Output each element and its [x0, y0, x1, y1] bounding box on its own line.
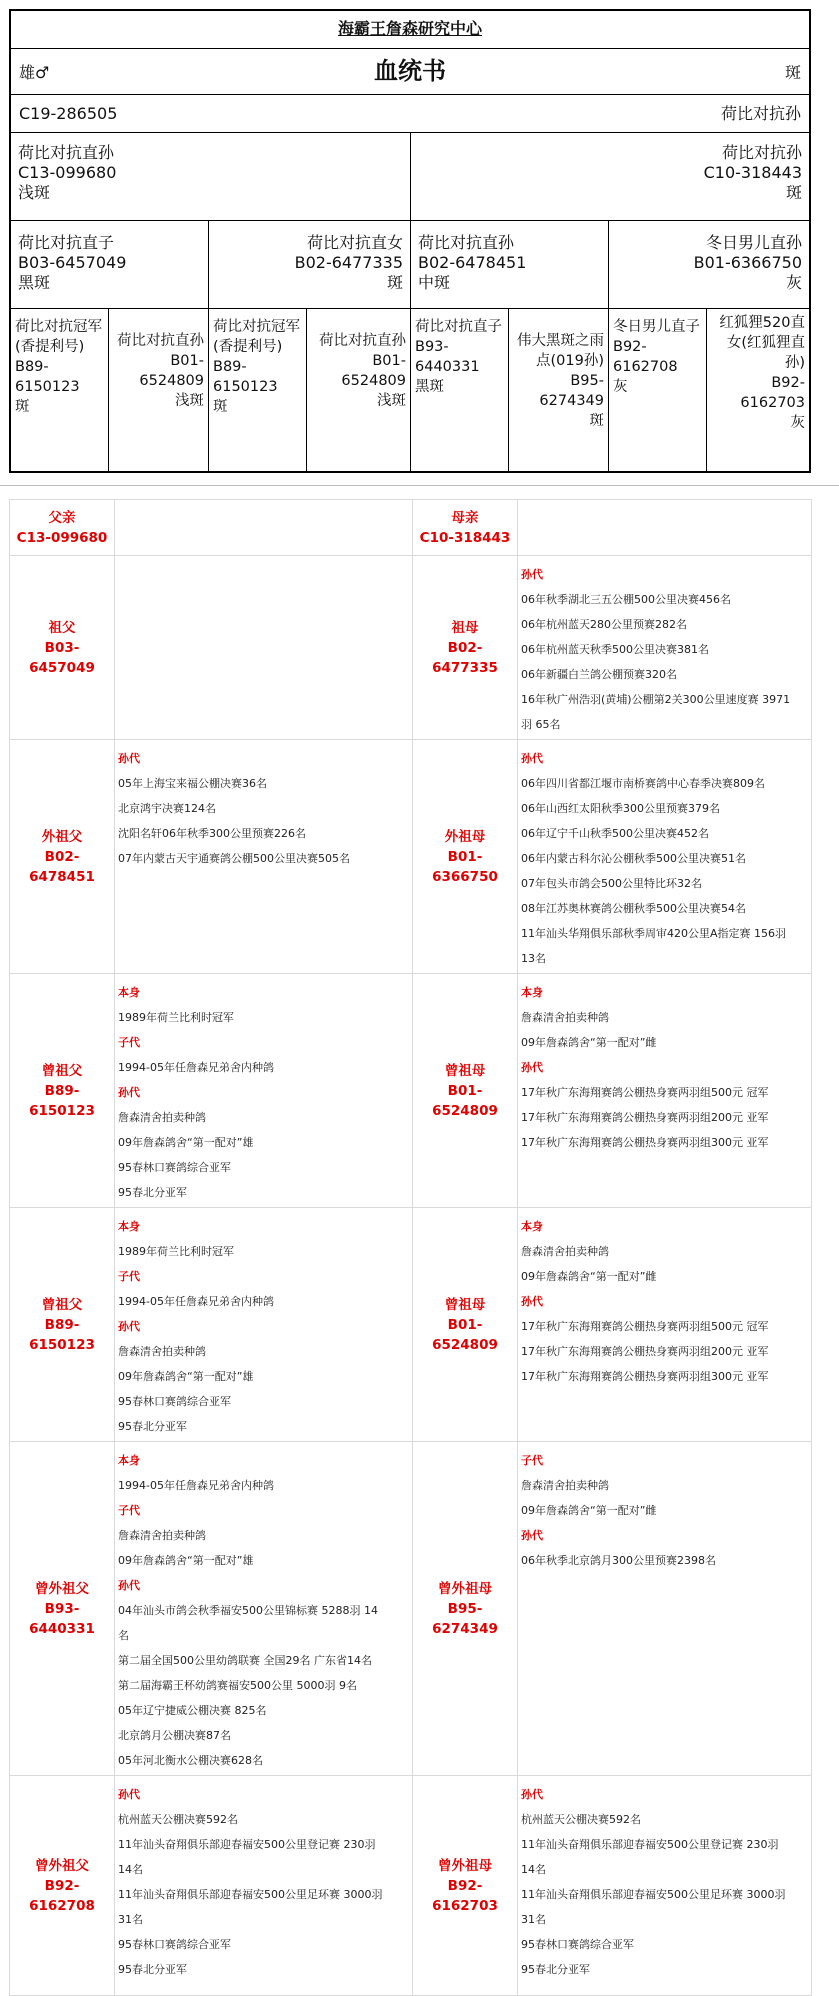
left-ancestor-records	[115, 740, 413, 974]
ring-label: B01-6524809	[432, 1316, 498, 1353]
great-grandparent-line: 6524809	[341, 373, 406, 389]
great-grandparent-cell	[609, 309, 707, 471]
record-line: 08年江苏奥林赛鸽公棚秋季500公里决赛54名	[521, 902, 746, 915]
grandsire-maternal-cell: 荷比对抗直孙 B02-6478451 中斑	[411, 221, 609, 309]
ring-row	[11, 95, 809, 133]
relation-label: 母亲	[451, 509, 479, 526]
record-line: 06年秋季北京鸽月300公里预赛2398名	[521, 1554, 716, 1567]
ring-label: B89-6150123	[29, 1082, 95, 1119]
right-ancestor-records	[518, 740, 812, 974]
record-line: 06年杭州蓝天秋季500公里决赛381名	[521, 643, 709, 656]
record-line: 杭州蓝天公棚决赛592名	[118, 1813, 238, 1826]
ancestor-row	[10, 1208, 812, 1442]
record-line: 詹森清舍拍卖种鸽	[521, 1245, 609, 1258]
title-row	[11, 49, 809, 95]
great-grandparent-line: B95-	[570, 373, 604, 389]
right-ancestor-records	[518, 500, 812, 556]
relation-label: 曾外祖父	[35, 1857, 89, 1874]
great-grandparent-line: 浅斑	[377, 393, 406, 409]
record-heading: 孙代	[118, 1579, 140, 1592]
record-line: 16年秋广州浩羽(黄埔)公棚第2关300公里速度赛 3971	[521, 693, 791, 706]
record-line: 名	[118, 1629, 129, 1642]
record-line: 95春林口赛鸽综合亚军	[118, 1161, 231, 1174]
left-ancestor-label	[10, 556, 115, 740]
great-grandparent-line: 6150123	[213, 379, 278, 395]
record-line: 1989年荷兰比利时冠军	[118, 1245, 234, 1258]
strain-label: 荷比对抗孙	[720, 104, 801, 123]
great-grandparent-line: B93-	[415, 339, 449, 355]
record-heading: 孙代	[521, 568, 543, 581]
ring-label: B95-6274349	[432, 1600, 498, 1637]
pedigree-certificate	[9, 9, 811, 473]
great-grandparent-cell	[411, 309, 509, 471]
ring-label: B89-6150123	[29, 1316, 95, 1353]
record-line: 11年汕头华翔俱乐部秋季周审420公里A指定赛 156羽	[521, 927, 787, 940]
great-grandparent-line: 荷比对抗冠军	[15, 319, 102, 335]
record-line: 31名	[118, 1913, 143, 1926]
right-ancestor-label	[413, 974, 518, 1208]
right-ancestor-records	[518, 1776, 812, 1996]
great-grandparent-line: (香提利号)	[15, 339, 85, 355]
great-grandparent-line: 点(019孙)	[536, 353, 604, 369]
ancestor-row	[10, 1776, 812, 1996]
right-ancestor-records	[518, 974, 812, 1208]
record-heading: 本身	[118, 1220, 140, 1233]
great-grandparent-line: 女(红狐狸直	[726, 335, 805, 351]
great-grandparent-line: 伟大黑斑之雨	[517, 333, 604, 349]
great-grandparent-line: 斑	[589, 413, 604, 429]
great-grandparent-line: 荷比对抗冠军	[213, 319, 300, 335]
ancestor-row	[10, 974, 812, 1208]
relation-label: 曾外祖母	[438, 1580, 492, 1597]
record-heading: 孙代	[521, 1529, 543, 1542]
relation-label: 曾祖父	[41, 1296, 83, 1313]
right-ancestor-label	[413, 556, 518, 740]
ring-label: B93-6440331	[29, 1600, 95, 1637]
record-line: 13名	[521, 952, 546, 965]
great-grandparent-line: 6162703	[740, 395, 805, 411]
record-line: 07年内蒙古天宇通赛鸽公棚500公里决赛505名	[118, 852, 350, 865]
relation-label: 外祖父	[41, 828, 83, 845]
record-line: 05年上海宝来福公棚决赛36名	[118, 777, 267, 790]
record-line: 17年秋广东海翔赛鸽公棚热身赛两羽组500元 冠军	[521, 1320, 769, 1333]
record-line: 06年辽宁千山秋季500公里决赛452名	[521, 827, 709, 840]
great-grandparent-line: B89-	[213, 359, 247, 375]
left-ancestor-records	[115, 500, 413, 556]
great-grandparent-line: 孙)	[784, 355, 805, 371]
record-heading: 孙代	[118, 752, 140, 765]
record-line: 17年秋广东海翔赛鸽公棚热身赛两羽组300元 亚军	[521, 1370, 769, 1383]
great-grandparent-line: B92-	[613, 339, 647, 355]
right-ancestor-label	[413, 500, 518, 556]
right-ancestor-records	[518, 1442, 812, 1776]
ring-number: C19-286505	[19, 104, 118, 123]
record-line: 第二届海霸王杯幼鸽赛福安500公里 5000羽 9名	[118, 1679, 357, 1692]
record-line: 95春北分亚军	[521, 1963, 590, 1976]
record-line: 95春林口赛鸽综合亚军	[118, 1395, 231, 1408]
record-line: 北京鸿宇决赛124名	[118, 802, 216, 815]
great-grandparent-line: 红狐狸520直	[719, 315, 805, 331]
ancestor-row	[10, 500, 812, 556]
relation-label: 祖父	[48, 619, 76, 636]
great-grandparent-cell	[707, 309, 809, 471]
record-line: 17年秋广东海翔赛鸽公棚热身赛两羽组300元 亚军	[521, 1136, 769, 1149]
ring-label: B02-6477335	[432, 639, 498, 676]
record-line: 沈阳名轩06年秋季300公里预赛226名	[118, 827, 306, 840]
left-ancestor-records	[115, 974, 413, 1208]
right-ancestor-label	[413, 1442, 518, 1776]
dam-cell: 荷比对抗孙 C10-318443 斑	[411, 133, 809, 221]
ring-label: C10-318443	[419, 529, 511, 546]
great-grandparent-line: 荷比对抗直孙	[319, 333, 406, 349]
record-heading: 子代	[118, 1504, 140, 1517]
left-ancestor-label	[10, 974, 115, 1208]
record-heading: 子代	[118, 1036, 140, 1049]
record-heading: 本身	[118, 1454, 140, 1467]
relation-label: 曾祖父	[41, 1062, 83, 1079]
ring-label: B92-6162708	[29, 1877, 95, 1914]
record-line: 95春林口赛鸽综合亚军	[118, 1938, 231, 1951]
great-grandparent-line: B92-	[771, 375, 805, 391]
great-grandparent-line: 冬日男儿直子	[613, 319, 700, 335]
great-grandparent-line: 6440331	[415, 359, 480, 375]
record-line: 詹森清舍拍卖种鸽	[521, 1011, 609, 1024]
record-line: 95春北分亚军	[118, 1963, 187, 1976]
record-line: 09年詹森鸽舍“第一配对”雄	[118, 1554, 254, 1567]
relation-label: 曾外祖母	[438, 1857, 492, 1874]
record-heading: 子代	[118, 1270, 140, 1283]
record-line: 11年汕头奋翔俱乐部迎春福安500公里足环赛 3000羽	[118, 1888, 383, 1901]
great-grandparent-line: B01-	[170, 353, 204, 369]
record-line: 羽 65名	[521, 718, 561, 731]
granddam-maternal-cell: 冬日男儿直孙 B01-6366750 灰	[609, 221, 809, 309]
relation-label: 曾祖母	[444, 1296, 486, 1313]
record-line: 詹森清舍拍卖种鸽	[521, 1479, 609, 1492]
ring-label: C13-099680	[16, 529, 108, 546]
record-line: 1989年荷兰比利时冠军	[118, 1011, 234, 1024]
great-grandparent-line: 黑斑	[415, 379, 444, 395]
record-line: 95春林口赛鸽综合亚军	[521, 1938, 634, 1951]
great-grandparent-line: 6524809	[139, 373, 204, 389]
record-line: 11年汕头奋翔俱乐部迎春福安500公里足环赛 3000羽	[521, 1888, 786, 1901]
great-grandparent-cell	[307, 309, 411, 471]
great-grandparent-line: 斑	[213, 399, 228, 415]
record-line: 31名	[521, 1913, 546, 1926]
left-ancestor-label	[10, 500, 115, 556]
record-line: 95春北分亚军	[118, 1420, 187, 1433]
great-grandparent-line: B89-	[15, 359, 49, 375]
left-ancestor-records	[115, 1208, 413, 1442]
ring-label: B03-6457049	[29, 639, 95, 676]
record-line: 07年包头市鸽会500公里特比环32名	[521, 877, 702, 890]
great-grandparent-line: 6150123	[15, 379, 80, 395]
left-ancestor-records	[115, 556, 413, 740]
sex-label: 雄♂	[19, 63, 50, 82]
grandsire-paternal-cell: 荷比对抗直子 B03-6457049 黑斑	[11, 221, 209, 309]
great-grandparent-cell	[109, 309, 209, 471]
relation-label: 曾祖母	[444, 1062, 486, 1079]
record-line: 杭州蓝天公棚决赛592名	[521, 1813, 641, 1826]
record-line: 1994-05年任詹森兄弟舍内种鸽	[118, 1061, 274, 1074]
granddam-paternal-cell: 荷比对抗直女 B02-6477335 斑	[209, 221, 411, 309]
ancestor-row	[10, 740, 812, 974]
great-grandparent-line: B01-	[372, 353, 406, 369]
record-heading: 孙代	[118, 1788, 140, 1801]
record-heading: 孙代	[521, 1788, 543, 1801]
right-ancestor-records	[518, 1208, 812, 1442]
relation-label: 父亲	[48, 509, 76, 526]
record-line: 17年秋广东海翔赛鸽公棚热身赛两羽组200元 亚军	[521, 1345, 769, 1358]
record-line: 05年河北衡水公棚决赛628名	[118, 1754, 263, 1767]
record-line: 1994-05年任詹森兄弟舍内种鸽	[118, 1295, 274, 1308]
ring-label: B92-6162703	[432, 1877, 498, 1914]
record-line: 詹森清舍拍卖种鸽	[118, 1529, 206, 1542]
ring-label: B01-6366750	[432, 848, 498, 885]
record-line: 06年杭州蓝天280公里预赛282名	[521, 618, 687, 631]
record-line: 06年秋季湖北三五公棚500公里决赛456名	[521, 593, 731, 606]
left-ancestor-label	[10, 1442, 115, 1776]
record-heading: 孙代	[118, 1320, 140, 1333]
ancestor-row	[10, 556, 812, 740]
section-divider	[0, 485, 839, 486]
certificate-title: 血统书	[374, 57, 446, 85]
record-heading: 孙代	[521, 1061, 543, 1074]
great-grandparent-line: (香提利号)	[213, 339, 283, 355]
record-line: 06年新疆白兰鸽公棚预赛320名	[521, 668, 677, 681]
record-line: 17年秋广东海翔赛鸽公棚热身赛两羽组500元 冠军	[521, 1086, 769, 1099]
record-line: 11年汕头奋翔俱乐部迎春福安500公里登记赛 230羽	[118, 1838, 376, 1851]
right-ancestor-label	[413, 740, 518, 974]
great-grandparent-line: 灰	[790, 415, 805, 431]
relation-label: 曾外祖父	[35, 1580, 89, 1597]
great-grandparent-line: 荷比对抗直孙	[117, 333, 204, 349]
record-line: 06年山西红太阳秋季300公里预赛379名	[521, 802, 720, 815]
left-ancestor-label	[10, 1208, 115, 1442]
record-line: 09年詹森鸽舍“第一配对”雌	[521, 1036, 657, 1049]
left-ancestor-label	[10, 1776, 115, 1996]
great-grandparent-cell	[509, 309, 609, 471]
org-name: 海霸王詹森研究中心	[11, 11, 809, 49]
ancestor-row	[10, 1442, 812, 1776]
record-heading: 孙代	[521, 752, 543, 765]
record-heading: 孙代	[118, 1086, 140, 1099]
record-line: 17年秋广东海翔赛鸽公棚热身赛两羽组200元 亚军	[521, 1111, 769, 1124]
left-ancestor-label	[10, 740, 115, 974]
great-grandparent-line: 6162708	[613, 359, 678, 375]
great-grandparent-line: 浅斑	[175, 393, 204, 409]
great-grandparent-line: 斑	[15, 399, 30, 415]
record-line: 09年詹森鸽舍“第一配对”雌	[521, 1504, 657, 1517]
sire-cell: 荷比对抗直孙 C13-099680 浅斑	[11, 133, 411, 221]
color-label: 斑	[784, 63, 801, 82]
left-ancestor-records	[115, 1776, 413, 1996]
record-line: 第二届全国500公里幼鸽联赛 全国29名 广东省14名	[118, 1654, 372, 1667]
record-heading: 本身	[521, 1220, 543, 1233]
record-line: 06年内蒙古科尔沁公棚秋季500公里决赛51名	[521, 852, 746, 865]
relation-label: 祖母	[451, 619, 479, 636]
right-ancestor-label	[413, 1776, 518, 1996]
left-ancestor-records	[115, 1442, 413, 1776]
record-line: 09年詹森鸽舍“第一配对”雌	[521, 1270, 657, 1283]
record-heading: 本身	[118, 986, 140, 999]
record-heading: 孙代	[521, 1295, 543, 1308]
ring-label: B01-6524809	[432, 1082, 498, 1119]
great-grandparent-line: 6274349	[539, 393, 604, 409]
great-grandparent-line: 荷比对抗直子	[415, 319, 502, 335]
record-line: 09年詹森鸽舍“第一配对”雄	[118, 1136, 254, 1149]
relation-label: 外祖母	[444, 828, 486, 845]
ring-label: B02-6478451	[29, 848, 95, 885]
right-ancestor-label	[413, 1208, 518, 1442]
record-line: 14名	[118, 1863, 143, 1876]
great-grandparent-line: 灰	[613, 379, 628, 395]
record-line: 詹森清舍拍卖种鸽	[118, 1111, 206, 1124]
ancestor-record-table	[9, 499, 812, 1996]
record-line: 09年詹森鸽舍“第一配对”雄	[118, 1370, 254, 1383]
great-grandparent-cell	[11, 309, 109, 471]
record-heading: 子代	[521, 1454, 543, 1467]
record-line: 06年四川省都江堰市南桥赛鸽中心春季决赛809名	[521, 777, 765, 790]
record-line: 95春北分亚军	[118, 1186, 187, 1199]
record-line: 14名	[521, 1863, 546, 1876]
record-line: 詹森清舍拍卖种鸽	[118, 1345, 206, 1358]
record-line: 1994-05年任詹森兄弟舍内种鸽	[118, 1479, 274, 1492]
record-line: 04年汕头市鸽会秋季福安500公里锦标赛 5288羽 14	[118, 1604, 378, 1617]
great-grandparent-cell	[209, 309, 307, 471]
record-line: 北京鸽月公棚决赛87名	[118, 1729, 231, 1742]
record-heading: 本身	[521, 986, 543, 999]
record-line: 05年辽宁捷威公棚决赛 825名	[118, 1704, 267, 1717]
right-ancestor-records	[518, 556, 812, 740]
record-line: 11年汕头奋翔俱乐部迎春福安500公里登记赛 230羽	[521, 1838, 779, 1851]
